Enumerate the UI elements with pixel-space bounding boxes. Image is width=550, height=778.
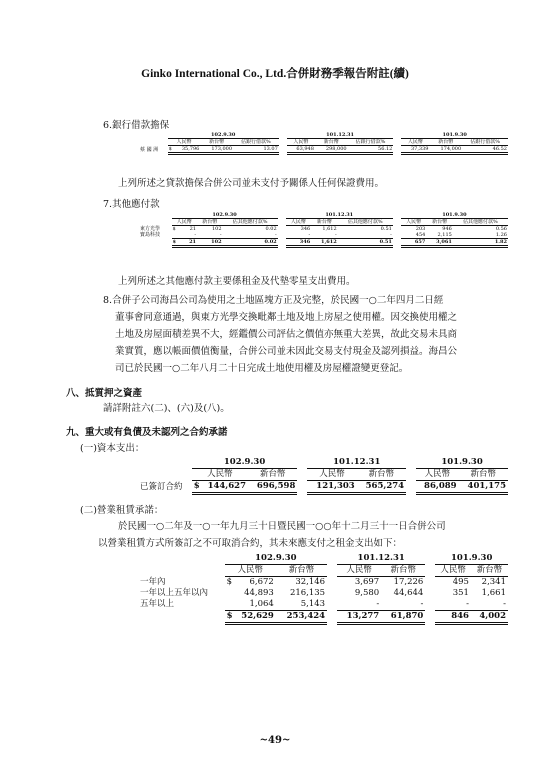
col-header: 人民幣 bbox=[225, 565, 276, 577]
section-6-heading: 6.銀行借款擔保 bbox=[103, 120, 170, 131]
guarantee-table bbox=[140, 132, 508, 155]
paragraph-line: 土地及房屋面積差異不大，經鑑價公司評估之價值亦無重大差異，故此交易未具商 bbox=[115, 329, 458, 340]
row-label: 寶島科技 bbox=[140, 232, 161, 239]
row-label: 一年以上五年以內 bbox=[140, 588, 209, 598]
cell: 56.12 bbox=[348, 146, 394, 154]
cell: 946 bbox=[442, 226, 452, 232]
cell: 0.02 bbox=[223, 239, 278, 247]
cell: - bbox=[223, 232, 278, 239]
period-header: 101.9.30 bbox=[416, 457, 508, 469]
cell: 203 bbox=[415, 226, 426, 232]
cell: 5,143 bbox=[276, 599, 327, 611]
lease-paragraph bbox=[80, 518, 520, 552]
cell: - bbox=[337, 599, 381, 611]
dollar-sign: $ bbox=[168, 146, 172, 152]
cell: 9,580 bbox=[354, 588, 380, 598]
cell: 0.51 bbox=[338, 239, 393, 247]
cell: 0.56 bbox=[495, 226, 507, 232]
period-header: 101.9.30 bbox=[401, 132, 508, 139]
col-header: 人民幣 bbox=[287, 139, 315, 146]
col-header: 佔銀行借款% bbox=[462, 139, 508, 146]
cell: 216,135 bbox=[289, 588, 326, 598]
table-row bbox=[140, 588, 508, 599]
dollar-sign: $ bbox=[193, 481, 200, 491]
cell: 495 bbox=[452, 577, 469, 587]
capex-table bbox=[140, 457, 508, 495]
col-header: 新台幣 bbox=[197, 219, 223, 226]
cell: 454 bbox=[401, 232, 427, 239]
col-header: 人民幣 bbox=[401, 219, 427, 226]
period-header: 102.9.30 bbox=[172, 212, 278, 219]
paragraph-line: 司已於民國一○二年八月二十日完成土地使用權及房屋權證變更登記。 bbox=[115, 363, 409, 374]
cell: 6,672 bbox=[249, 577, 274, 587]
col-header: 人民幣 bbox=[337, 565, 381, 577]
col-header: 新台幣 bbox=[381, 565, 425, 577]
dollar-sign: $ bbox=[172, 239, 176, 245]
cell: - bbox=[435, 599, 471, 611]
section-8-text: 請詳附註六(二)、(六)及(八)。 bbox=[103, 403, 230, 414]
cell: - bbox=[172, 232, 198, 239]
cell: - bbox=[338, 232, 393, 239]
cell: 63,948 bbox=[287, 146, 315, 154]
col-header: 人民幣 bbox=[435, 565, 471, 577]
col-header: 人民幣 bbox=[307, 469, 356, 481]
cell: 52,629 bbox=[241, 611, 274, 621]
cell: 13,277 bbox=[337, 611, 381, 624]
cell: 46.52 bbox=[462, 146, 508, 154]
col-header: 新台幣 bbox=[357, 469, 406, 481]
capex-heading: (一)資本支出： bbox=[80, 443, 145, 454]
cell: 1,612 bbox=[311, 239, 338, 247]
period-header: 101.12.31 bbox=[337, 553, 425, 565]
cell: 17,226 bbox=[393, 577, 424, 587]
col-header: 人民幣 bbox=[416, 469, 458, 481]
cell: 102 bbox=[197, 239, 223, 247]
col-header: 新台幣 bbox=[459, 469, 508, 481]
period-header: 101.9.30 bbox=[435, 553, 508, 565]
section-6-note: 上列所述之貸款擔保合併公司並未支付予關係人任何保證費用。 bbox=[118, 178, 385, 189]
table-row bbox=[140, 599, 508, 611]
cell: 298,000 bbox=[315, 146, 348, 154]
cell: 86,089 bbox=[416, 481, 458, 494]
section-9-heading: 九、重大或有負債及未認列之合約承諾 bbox=[66, 427, 228, 438]
col-header: 人民幣 bbox=[168, 139, 201, 146]
cell: 35,796 bbox=[181, 146, 200, 152]
dollar-sign: $ bbox=[226, 577, 232, 587]
cell: 21 bbox=[189, 239, 197, 245]
period-header: 101.12.31 bbox=[287, 132, 394, 139]
cell: 346 bbox=[286, 239, 312, 247]
col-header: 新台幣 bbox=[311, 219, 338, 226]
cell: 121,303 bbox=[307, 481, 356, 494]
paragraph-line: 8.合併子公司海昌公司為使用之土地區塊方正及完整，於民國一○二年四月二日經 bbox=[103, 295, 444, 306]
paragraph-line: 董事會同意通過，與東方光學交換毗鄰土地及地上房屋之使用權。因交換使用權之 bbox=[115, 312, 458, 323]
cell: 0.51 bbox=[380, 226, 392, 232]
cell: 1.26 bbox=[453, 232, 508, 239]
cell: 173,000 bbox=[200, 146, 233, 154]
dollar-sign: $ bbox=[226, 611, 233, 621]
col-header: 人民幣 bbox=[192, 469, 248, 481]
cell: 21 bbox=[189, 226, 197, 232]
cell: 13.07 bbox=[233, 146, 279, 154]
table-row bbox=[140, 481, 508, 494]
col-header: 人民幣 bbox=[286, 219, 312, 226]
section-7-heading: 7.其他應付款 bbox=[103, 199, 160, 210]
page-title: Ginko International Co., Ltd.合併財務季報告附註(續) bbox=[141, 68, 409, 80]
paragraph-line: 於民國一○二年及一○一年九月三十日暨民國一○○年十二月三十一日合併公司 bbox=[118, 521, 446, 532]
cell: - bbox=[286, 232, 312, 239]
cell: 144,627 bbox=[207, 481, 247, 491]
row-label: 五年以上 bbox=[140, 599, 175, 610]
period-header: 101.12.31 bbox=[307, 457, 406, 469]
row-label: 東方光學 bbox=[140, 225, 161, 232]
cell: 401,175 bbox=[459, 481, 508, 494]
cell: - bbox=[381, 599, 425, 611]
lease-table bbox=[140, 553, 508, 625]
col-header: 新台幣 bbox=[426, 219, 453, 226]
cell: 3,697 bbox=[354, 577, 380, 587]
col-header: 新台幣 bbox=[429, 139, 462, 146]
period-header: 102.9.30 bbox=[225, 553, 328, 565]
col-header: 新台幣 bbox=[200, 139, 233, 146]
cell: 4,002 bbox=[471, 611, 508, 624]
col-header: 新台幣 bbox=[471, 565, 508, 577]
cell: 37,339 bbox=[401, 146, 429, 154]
col-header: 佔其他應付款% bbox=[223, 219, 278, 226]
col-header: 新台幣 bbox=[248, 469, 297, 481]
dollar-sign: $ bbox=[172, 226, 176, 232]
row-label: 蔡 國 洲 bbox=[140, 146, 159, 153]
cell: 351 bbox=[452, 588, 469, 598]
cell: 657 bbox=[401, 239, 427, 247]
col-header: 佔其他應付款% bbox=[453, 219, 508, 226]
period-header: 102.9.30 bbox=[168, 132, 279, 139]
period-header: 101.9.30 bbox=[401, 212, 508, 219]
row-label: 已簽訂合約 bbox=[140, 481, 183, 492]
cell: 846 bbox=[435, 611, 471, 624]
cell: 44,893 bbox=[244, 588, 274, 598]
cell: 2,341 bbox=[481, 577, 506, 587]
paragraph-line: 以營業租賃方式所簽訂之不可取消合約，其未來應支付之租金支出如下： bbox=[98, 538, 403, 549]
paragraph-line: 業實質，應以帳面價值衡量，合併公司並未因此交易支付現金及認列損益。海昌公 bbox=[115, 346, 458, 357]
col-header: 新台幣 bbox=[276, 565, 327, 577]
table-row bbox=[140, 577, 508, 589]
cell: 2,115 bbox=[426, 232, 453, 239]
row-label: 一年內 bbox=[140, 576, 166, 587]
cell: 346 bbox=[300, 226, 311, 232]
cell: 1,064 bbox=[225, 599, 276, 611]
table-row bbox=[140, 146, 508, 154]
col-header: 佔銀行借款% bbox=[233, 139, 279, 146]
other-payables-table bbox=[140, 212, 508, 248]
lease-heading: (二)營業租賃承諾： bbox=[80, 505, 164, 516]
cell: - bbox=[197, 232, 223, 239]
cell: - bbox=[311, 232, 338, 239]
col-header: 人民幣 bbox=[401, 139, 429, 146]
cell: 61,870 bbox=[381, 611, 425, 624]
cell: 1,612 bbox=[322, 226, 337, 232]
col-header: 佔銀行借款% bbox=[348, 139, 394, 146]
cell: 1,661 bbox=[481, 588, 506, 598]
cell: 1.82 bbox=[453, 239, 508, 247]
cell: 565,274 bbox=[357, 481, 406, 494]
cell: 32,146 bbox=[295, 577, 326, 587]
item-8-paragraph bbox=[103, 292, 523, 377]
section-8-heading: 八、抵質押之資產 bbox=[66, 388, 143, 399]
cell: 0.02 bbox=[265, 226, 277, 232]
col-header: 新台幣 bbox=[315, 139, 348, 146]
section-7-note: 上列所述之其他應付款主要係租金及代墊零星支出費用。 bbox=[118, 276, 356, 287]
col-header: 佔其他應付款% bbox=[338, 219, 393, 226]
total-row bbox=[140, 239, 508, 247]
period-header: 102.9.30 bbox=[192, 457, 298, 469]
total-row bbox=[140, 611, 508, 624]
cell: 3,061 bbox=[426, 239, 453, 247]
cell: 102 bbox=[212, 226, 222, 232]
cell: 174,000 bbox=[429, 146, 462, 154]
cell: 696,598 bbox=[248, 481, 297, 494]
period-header: 101.12.31 bbox=[286, 212, 393, 219]
page-number: ~49~ bbox=[259, 735, 291, 746]
cell: 253,424 bbox=[276, 611, 327, 624]
cell: 44,644 bbox=[393, 588, 424, 598]
cell: - bbox=[471, 599, 508, 611]
col-header: 人民幣 bbox=[172, 219, 198, 226]
